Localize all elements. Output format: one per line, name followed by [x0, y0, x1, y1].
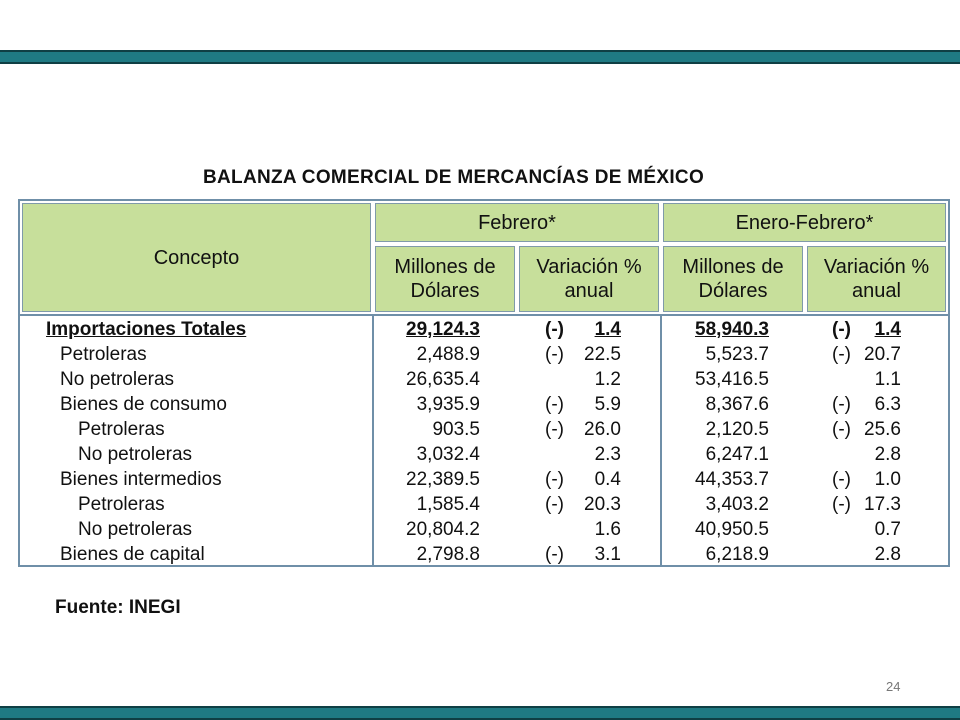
header-enero-variacion: [807, 246, 946, 312]
row-feb-sign: (-): [545, 319, 564, 340]
table-row: [0, 392, 960, 417]
row-ene-millones: 6,218.9: [705, 544, 769, 565]
row-feb-millones: 22,389.5: [406, 469, 480, 490]
source-note: Fuente: INEGI: [55, 597, 181, 618]
table-row: [0, 317, 960, 342]
row-feb-variacion: 0.4: [594, 469, 621, 490]
row-feb-variacion: 26.0: [584, 419, 621, 440]
row-ene-variacion: 2.8: [874, 444, 901, 465]
table-row: [0, 442, 960, 467]
row-ene-millones: 40,950.5: [695, 519, 769, 540]
row-ene-sign: (-): [832, 319, 851, 340]
table-row: [0, 417, 960, 442]
row-feb-sign: (-): [545, 494, 564, 515]
table-row: [0, 517, 960, 542]
header-variacion-line1: Variación %: [536, 256, 642, 278]
row-feb-variacion: 1.6: [594, 519, 621, 540]
row-ene-millones: 3,403.2: [705, 494, 769, 515]
row-feb-variacion: 22.5: [584, 344, 621, 365]
row-feb-sign: (-): [545, 344, 564, 365]
row-concept: No petroleras: [78, 444, 193, 465]
row-concept: Importaciones Totales: [46, 319, 247, 340]
row-feb-millones: 1,585.4: [416, 494, 480, 515]
row-feb-variacion: 1.4: [594, 319, 621, 340]
table-row: [0, 342, 960, 367]
row-ene-variacion: 1.4: [874, 319, 901, 340]
row-feb-sign: (-): [545, 544, 564, 565]
row-ene-millones: 5,523.7: [705, 344, 769, 365]
row-ene-sign: (-): [832, 494, 851, 515]
row-feb-millones: 29,124.3: [406, 319, 480, 340]
header-variacion-line2: anual: [852, 280, 901, 302]
row-feb-millones: 3,032.4: [416, 444, 480, 465]
row-concept: Bienes de capital: [60, 544, 205, 565]
page-number: 24: [886, 679, 901, 694]
row-feb-variacion: 5.9: [594, 394, 621, 415]
header-variacion-line1: Variación %: [823, 256, 930, 278]
row-ene-variacion: 6.3: [874, 394, 901, 415]
table-row: [0, 367, 960, 392]
header-enero-millones: [663, 246, 803, 312]
row-ene-sign: (-): [832, 469, 851, 490]
row-ene-millones: 53,416.5: [695, 369, 769, 390]
row-ene-sign: (-): [832, 394, 851, 415]
row-feb-variacion: 3.1: [594, 544, 621, 565]
row-feb-sign: (-): [545, 394, 564, 415]
row-concept: Bienes de consumo: [60, 394, 227, 415]
header-millones-line1: Millones de: [682, 256, 784, 278]
row-ene-variacion: 1.0: [874, 469, 901, 490]
row-feb-millones: 3,935.9: [416, 394, 480, 415]
row-concept: No petroleras: [60, 369, 175, 390]
row-feb-millones: 26,635.4: [406, 369, 480, 390]
row-feb-variacion: 2.3: [594, 444, 621, 465]
row-ene-millones: 44,353.7: [695, 469, 769, 490]
row-ene-millones: 8,367.6: [705, 394, 769, 415]
page-title: BALANZA COMERCIAL DE MERCANCÍAS DE MÉXICO: [203, 167, 705, 188]
header-febrero: Febrero*: [375, 203, 659, 242]
table-row: [0, 467, 960, 492]
row-feb-variacion: 1.2: [594, 369, 621, 390]
header-millones-line2: Dólares: [698, 280, 768, 302]
header-millones-line2: Dólares: [410, 280, 480, 302]
row-feb-millones: 20,804.2: [406, 519, 480, 540]
row-feb-millones: 2,798.8: [416, 544, 480, 565]
row-feb-variacion: 20.3: [584, 494, 621, 515]
row-ene-millones: 2,120.5: [705, 419, 769, 440]
row-ene-variacion: 1.1: [874, 369, 901, 390]
row-feb-sign: (-): [545, 469, 564, 490]
row-ene-sign: (-): [832, 344, 851, 365]
table-row: [0, 492, 960, 517]
header-febrero-variacion: [519, 246, 659, 312]
row-ene-variacion: 20.7: [864, 344, 901, 365]
row-ene-millones: 6,247.1: [705, 444, 769, 465]
header-variacion-line2: anual: [564, 280, 614, 302]
row-ene-millones: 58,940.3: [695, 319, 769, 340]
row-concept: Petroleras: [78, 494, 165, 515]
header-enero-febrero: Enero-Febrero*: [663, 203, 946, 242]
row-ene-variacion: 0.7: [874, 519, 901, 540]
row-feb-millones: 903.5: [432, 419, 480, 440]
row-ene-variacion: 25.6: [864, 419, 901, 440]
header-febrero-millones: [375, 246, 515, 312]
header-millones-line1: Millones de: [394, 256, 496, 278]
top-band: [0, 50, 960, 64]
row-concept: Petroleras: [78, 419, 165, 440]
row-concept: No petroleras: [78, 519, 193, 540]
row-ene-variacion: 2.8: [874, 544, 901, 565]
row-ene-sign: (-): [832, 419, 851, 440]
row-feb-millones: 2,488.9: [416, 344, 480, 365]
row-ene-variacion: 17.3: [864, 494, 901, 515]
header-concepto: Concepto: [22, 203, 371, 312]
row-concept: Petroleras: [60, 344, 147, 365]
bottom-band: [0, 706, 960, 720]
row-feb-sign: (-): [545, 419, 564, 440]
row-concept: Bienes intermedios: [60, 469, 222, 490]
table-row: [0, 542, 960, 567]
